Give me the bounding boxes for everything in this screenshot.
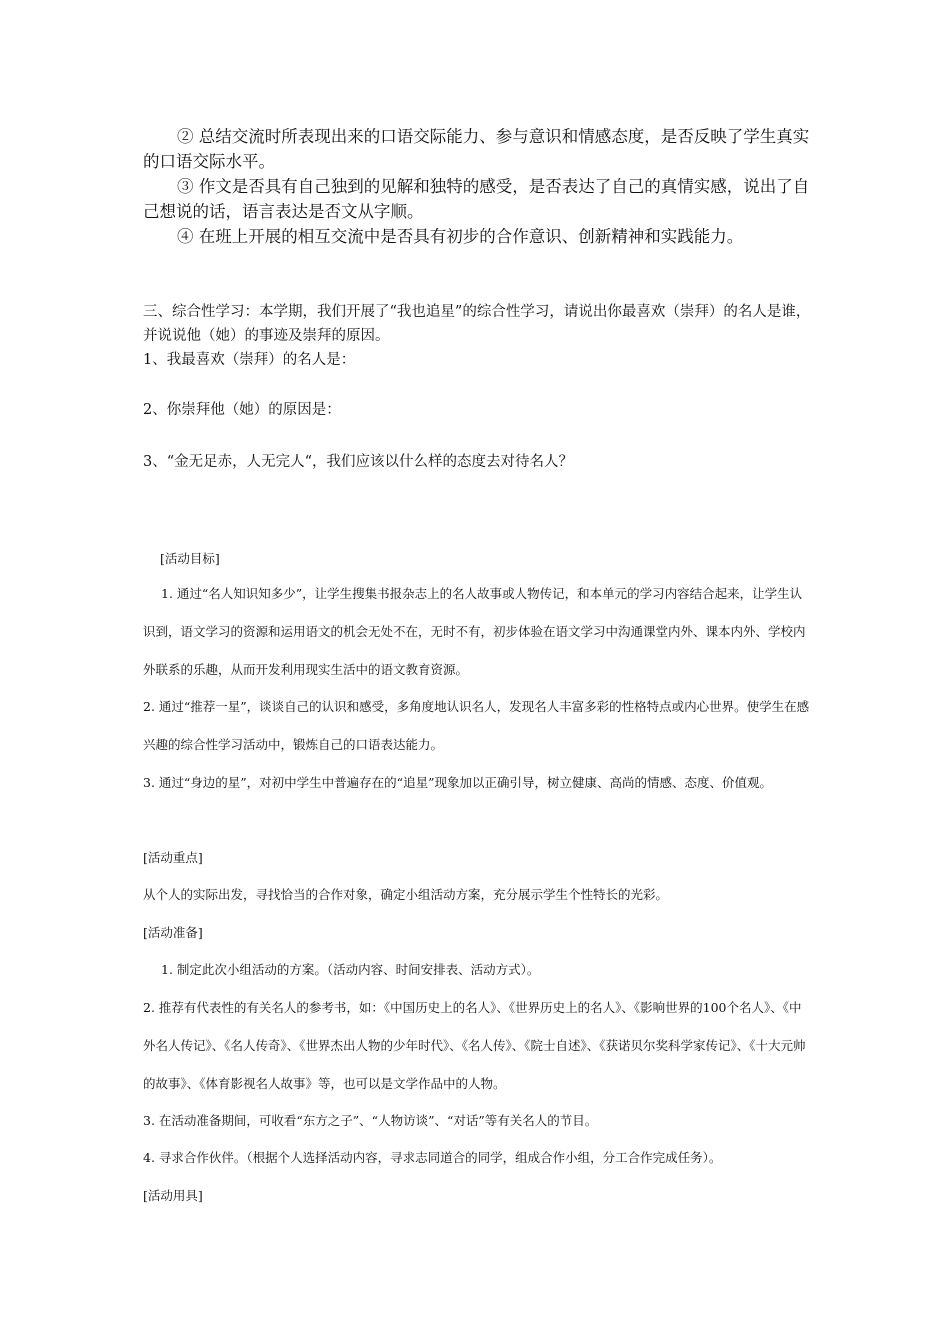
prep-3: 3. 在活动准备期间，可收看“东方之子”、“人物访谈”、“对话”等有关名人的节目。 bbox=[143, 1113, 598, 1128]
evaluation-item-3: ③ 作文是否具有自己独到的见解和独特的感受，是否表达了自己的真情实感，说出了自己想说的话，语言表达是否文从字顺。 bbox=[143, 177, 810, 221]
question-3: 3、“金无足赤，人无完人“，我们应该以什么样的态度去对待名人？ bbox=[143, 454, 574, 470]
goals-heading: [活动目标] bbox=[160, 551, 220, 566]
goal-1: 1. 通过“名人知识知多少”，让学生搜集书报杂志上的名人故事或人物传记，和本单元的学习内容结合起来，让学生认识到，语文学习的资源和运用语文的机会无处不在，无时不有，初步体验在语文学习中沟通课堂内外、课本内外、学校内外联系的乐趣，从而开发利用现实生活中的语文教育资源。 bbox=[143, 586, 806, 677]
question-2: 2、你崇拜他（她）的原因是： bbox=[143, 402, 341, 418]
prep-heading: [活动准备] bbox=[143, 925, 203, 940]
focus-text: 从个人的实际出发，寻找恰当的合作对象，确定小组活动方案，充分展示学生个性特长的光彩。 bbox=[143, 887, 669, 902]
tools-heading: [活动用具] bbox=[143, 1188, 203, 1203]
prep-4: 4. 寻求合作伙伴。（根据个人选择活动内容，寻求志同道合的同学，组成合作小组，分工合作完成任务）。 bbox=[143, 1150, 722, 1165]
goal-3: 3. 通过“身边的星”，对初中学生中普遍存在的“追星”现象加以正确引导，树立健康、高尚的情感、态度、价值观。 bbox=[143, 775, 772, 790]
focus-heading: [活动重点] bbox=[143, 850, 203, 865]
goal-2: 2. 通过“推荐一星”，谈谈自己的认识和感受，多角度地认识名人，发现名人丰富多彩的性格特点或内心世界。使学生在感兴趣的综合性学习活动中，锻炼自己的口语表达能力。 bbox=[143, 699, 810, 752]
section3-intro: 三、综合性学习：本学期，我们开展了“我也追星”的综合性学习，请说出你最喜欢（崇拜）的名人是谁，并说说他（她）的事迹及崇拜的原因。 bbox=[143, 304, 811, 344]
evaluation-item-4: ④ 在班上开展的相互交流中是否具有初步的合作意识、创新精神和实践能力。 bbox=[177, 227, 744, 246]
prep-1: 1. 制定此次小组活动的方案。（活动内容、时间安排表、活动方式）。 bbox=[161, 962, 540, 977]
prep-2: 2. 推荐有代表性的有关名人的参考书，如：《中国历史上的名人》、《世界历史上的名人》、《影响世界的100个名人》、《中外名人传记》、《名人传奇》、《世界杰出人物的少年时代》、《名人传》、《院士自述》、《获诺贝尔奖科学家传记》、《十大元帅的故事》、《体育影视名人故事》等，也可以是文学作品中的人物。 bbox=[143, 1000, 806, 1091]
question-1: 1、我最喜欢（崇拜）的名人是： bbox=[143, 352, 356, 368]
evaluation-item-2: ② 总结交流时所表现出来的口语交际能力、参与意识和情感态度，是否反映了学生真实的口语交际水平。 bbox=[143, 127, 810, 171]
